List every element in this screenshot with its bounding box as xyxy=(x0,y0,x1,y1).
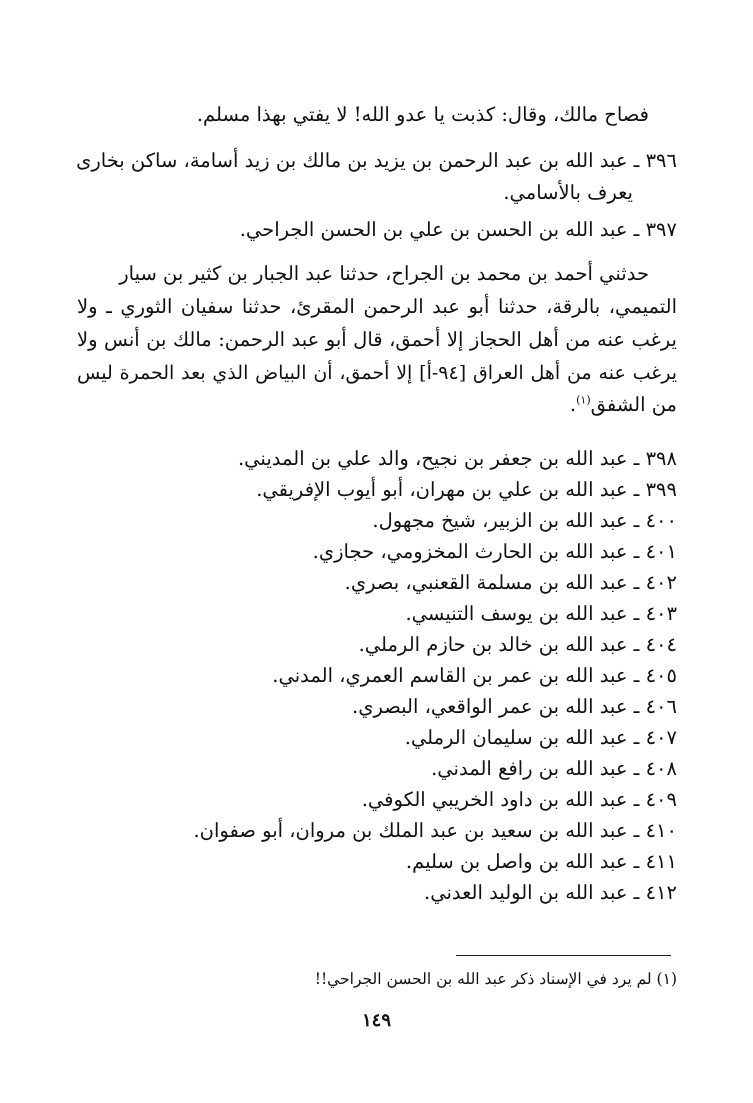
entry-411: ٤١١ ـ عبد الله بن واصل بن سليم. xyxy=(405,850,677,873)
entry-401: ٤٠١ ـ عبد الله بن الحارث المخزومي، حجازي. xyxy=(312,540,677,563)
entry-396-line-2: يعرف بالأسامي. xyxy=(503,181,633,204)
entry-402: ٤٠٢ ـ عبد الله بن مسلمة القعنبي، بصري. xyxy=(344,571,677,594)
narration-line-2: التميمي، بالرقة، حدثنا أبو عبد الرحمن المقرئ، حدثنا سفيان الثوري ـ ولا xyxy=(77,295,677,318)
entry-406: ٤٠٦ ـ عبد الله بن عمر الواقعي، البصري. xyxy=(352,695,677,718)
entry-412: ٤١٢ ـ عبد الله بن الوليد العدني. xyxy=(424,881,677,904)
entry-400: ٤٠٠ ـ عبد الله بن الزبير، شيخ مجهول. xyxy=(372,509,677,532)
period: . xyxy=(569,393,577,416)
narration-line-5-text: من الشفق xyxy=(590,393,677,416)
footnote-separator xyxy=(456,955,671,956)
entry-397: ٣٩٧ ـ عبد الله بن الحسن بن علي بن الحسن الجراحي. xyxy=(239,218,677,241)
entry-408: ٤٠٨ ـ عبد الله بن رافع المدني. xyxy=(431,757,677,780)
entry-405: ٤٠٥ ـ عبد الله بن عمر بن القاسم العمري، المدني. xyxy=(272,664,677,687)
entry-396-line-1: ٣٩٦ ـ عبد الله بن عبد الرحمن بن يزيد بن مالك بن زيد أسامة، ساكن بخارى xyxy=(76,149,677,172)
footnote-reference: (١) xyxy=(576,393,591,407)
entry-403: ٤٠٣ ـ عبد الله بن يوسف التنيسي. xyxy=(405,602,677,625)
entry-409: ٤٠٩ ـ عبد الله بن داود الخريبي الكوفي. xyxy=(361,788,677,811)
narration-line-3: يرغب عنه من أهل الحجاز إلا أحمق، قال أبو عبد الرحمن: مالك بن أنس ولا xyxy=(77,328,677,351)
entry-398: ٣٩٨ ـ عبد الله بن جعفر بن نجيح، والد علي بن المديني. xyxy=(237,447,677,470)
narration-line-5 xyxy=(77,389,677,421)
page-number: ١٤٩ xyxy=(361,1010,391,1031)
entry-407: ٤٠٧ ـ عبد الله بن سليمان الرملي. xyxy=(404,726,677,749)
footnote-1: (١) لم يرد في الإسناد ذكر عبد الله بن الحسن الجراحي!! xyxy=(314,970,677,988)
entry-410: ٤١٠ ـ عبد الله بن سعيد بن عبد الملك بن مروان، أبو صفوان. xyxy=(193,819,677,842)
entry-399: ٣٩٩ ـ عبد الله بن علي بن مهران، أبو أيوب الإفريقي. xyxy=(256,478,677,501)
text-line-1: فصاح مالك، وقال: كذبت يا عدو الله! لا يفتي بهذا مسلم. xyxy=(196,103,649,126)
narration-line-1: حدثني أحمد بن محمد بن الجراح، حدثنا عبد الجبار بن كثير بن سيار xyxy=(119,262,649,285)
entry-404: ٤٠٤ ـ عبد الله بن خالد بن حازم الرملي. xyxy=(358,633,677,656)
narration-line-4: يرغب عنه من أهل العراق [٩٤-أ] إلا أحمق، أن البياض الذي بعد الحمرة ليس xyxy=(77,362,677,384)
